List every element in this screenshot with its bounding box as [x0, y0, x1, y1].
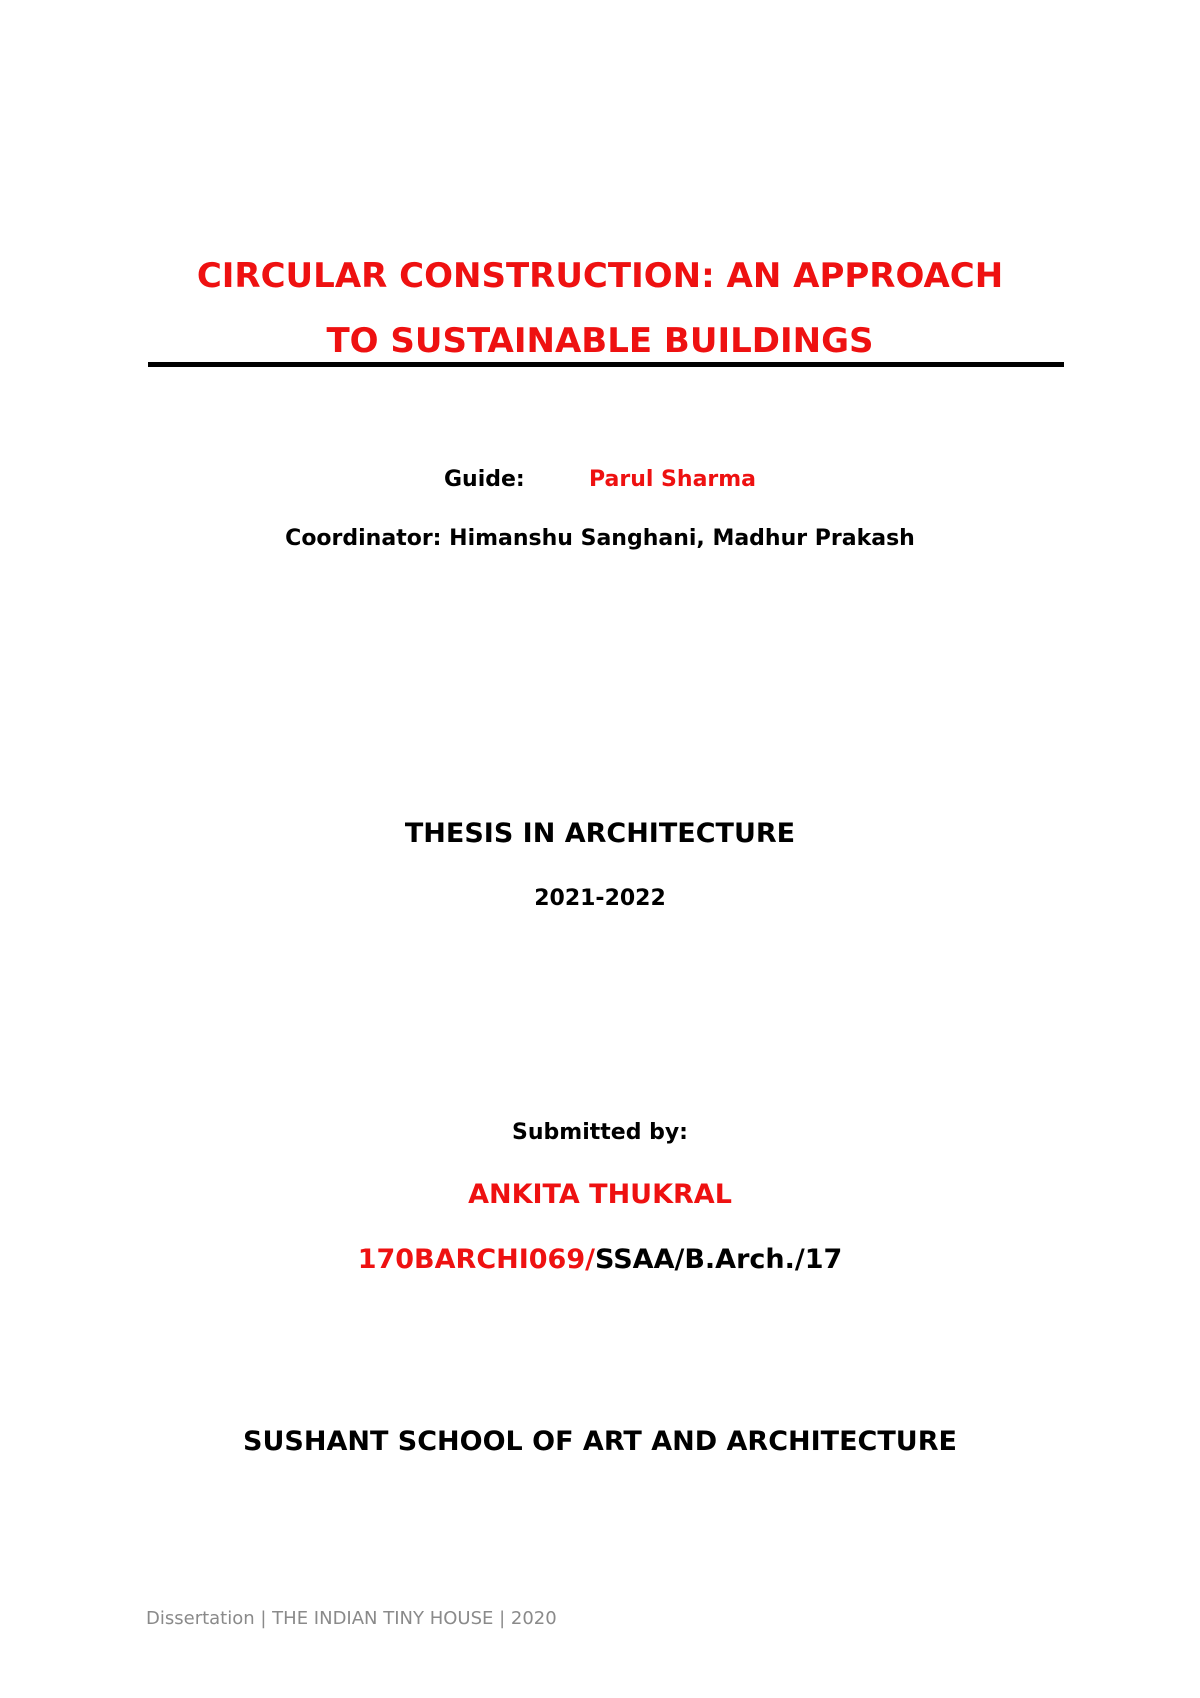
guide-line — [0, 466, 1200, 494]
title-line-2: TO SUSTAINABLE BUILDINGS — [326, 321, 874, 361]
institution-name: SUSHANT SCHOOL OF ART AND ARCHITECTURE — [243, 1426, 957, 1457]
submitted-by-label: Submitted by: — [512, 1120, 688, 1145]
page-footer: Dissertation | THE INDIAN TINY HOUSE | 2020 — [146, 1608, 557, 1629]
roll-number-highlight: 170BARCHI069/ — [357, 1244, 595, 1275]
title-line-1: CIRCULAR CONSTRUCTION: AN APPROACH — [196, 256, 1004, 296]
thesis-years: 2021-2022 — [534, 886, 666, 911]
title-underline — [148, 362, 1064, 367]
coordinator-label: Coordinator: — [285, 526, 442, 551]
guide-label: Guide: — [443, 467, 525, 492]
thesis-label: THESIS IN ARCHITECTURE — [404, 818, 796, 849]
author-name: ANKITA THUKRAL — [468, 1179, 732, 1210]
roll-number — [0, 1243, 1200, 1277]
coordinator-names: Himanshu Sanghani, Madhur Prakash — [449, 526, 915, 551]
guide-name: Parul Sharma — [588, 467, 757, 492]
coordinator-line — [0, 525, 1200, 553]
roll-number-rest: SSAA/B.Arch./17 — [595, 1244, 843, 1275]
